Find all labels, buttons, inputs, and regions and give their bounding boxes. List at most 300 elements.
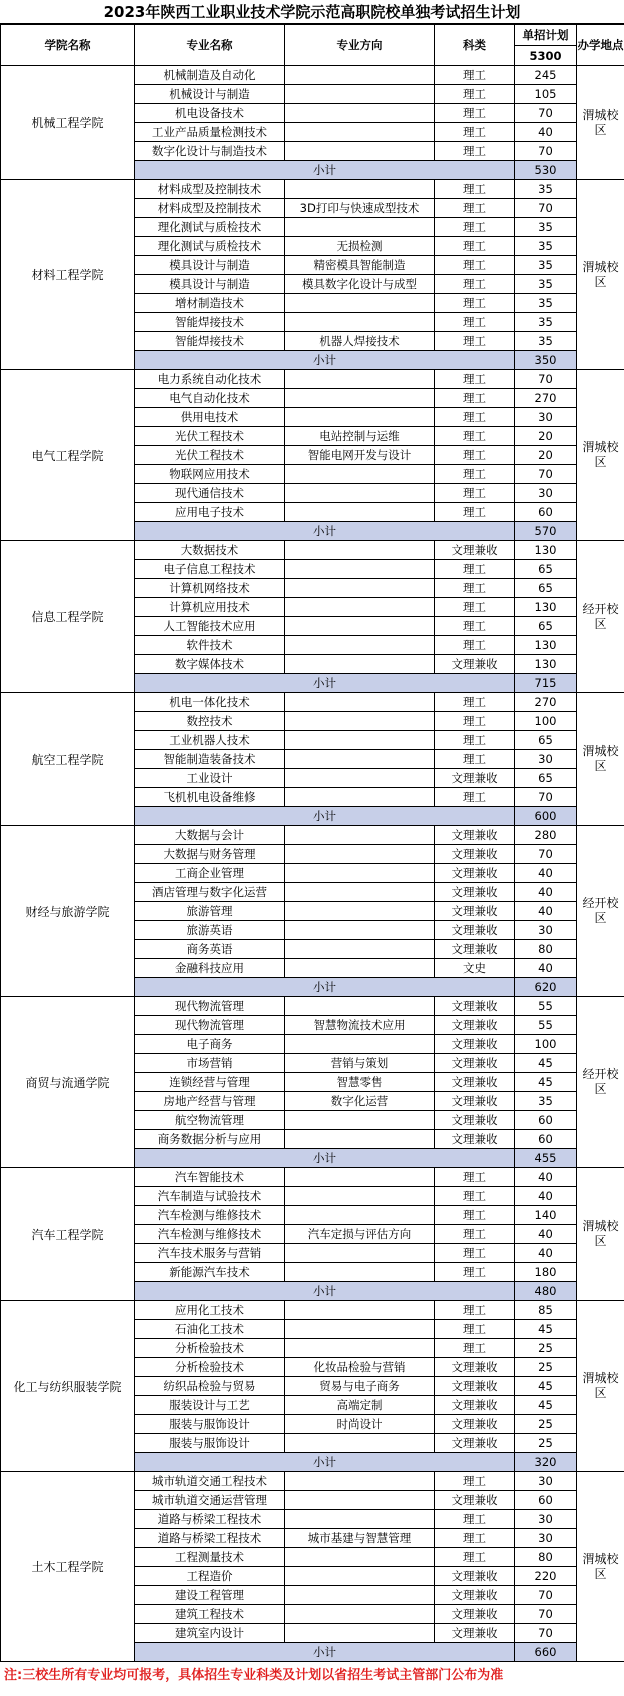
- plan-count: 35: [515, 218, 577, 237]
- plan-count: 40: [515, 1244, 577, 1263]
- plan-count: 45: [515, 1396, 577, 1415]
- major-name: 软件技术: [135, 636, 285, 655]
- plan-table-body: [1, 66, 624, 1662]
- college-name: 商贸与流通学院: [1, 997, 135, 1168]
- college-name: 材料工程学院: [1, 180, 135, 370]
- plan-count: 70: [515, 845, 577, 864]
- major-name: 物联网应用技术: [135, 465, 285, 484]
- major-name: 电子商务: [135, 1035, 285, 1054]
- major-direction: 智慧零售: [285, 1073, 435, 1092]
- plan-count: 45: [515, 1054, 577, 1073]
- subtotal-label: 小计: [135, 674, 515, 693]
- plan-count: 65: [515, 579, 577, 598]
- subject-category: 理工: [435, 313, 515, 332]
- subject-category: 理工: [435, 503, 515, 522]
- table-row: [1, 66, 624, 85]
- major-name: 模具设计与制造: [135, 256, 285, 275]
- major-name: 汽车智能技术: [135, 1168, 285, 1187]
- plan-count: 45: [515, 1320, 577, 1339]
- plan-count: 70: [515, 1624, 577, 1643]
- subtotal-label: 小计: [135, 1643, 515, 1662]
- major-direction: 时尚设计: [285, 1415, 435, 1434]
- subject-category: 理工: [435, 617, 515, 636]
- major-direction: [285, 959, 435, 978]
- subject-category: 理工: [435, 1320, 515, 1339]
- major-name: 房地产经营与管理: [135, 1092, 285, 1111]
- plan-count: 35: [515, 275, 577, 294]
- subject-category: 文理兼收: [435, 1016, 515, 1035]
- plan-count: 270: [515, 693, 577, 712]
- subject-category: 文史: [435, 959, 515, 978]
- campus-location: 经开校区: [577, 541, 624, 693]
- major-direction: [285, 541, 435, 560]
- major-name: 人工智能技术应用: [135, 617, 285, 636]
- major-name: 电力系统自动化技术: [135, 370, 285, 389]
- major-direction: 营销与策划: [285, 1054, 435, 1073]
- major-name: 纺织品检验与贸易: [135, 1377, 285, 1396]
- plan-count: 70: [515, 370, 577, 389]
- campus-location: 渭城校区: [577, 66, 624, 180]
- major-name: 工程造价: [135, 1567, 285, 1586]
- major-name: 光伏工程技术: [135, 446, 285, 465]
- campus-location: 经开校区: [577, 826, 624, 997]
- major-name: 应用化工技术: [135, 1301, 285, 1320]
- major-name: 理化测试与质检技术: [135, 218, 285, 237]
- plan-count: 130: [515, 655, 577, 674]
- plan-count: 70: [515, 1586, 577, 1605]
- subject-category: 理工: [435, 427, 515, 446]
- subject-category: 理工: [435, 446, 515, 465]
- plan-count: 220: [515, 1567, 577, 1586]
- campus-location: 渭城校区: [577, 1301, 624, 1472]
- college-name: 化工与纺织服装学院: [1, 1301, 135, 1472]
- major-name: 建筑工程技术: [135, 1605, 285, 1624]
- major-name: 工商企业管理: [135, 864, 285, 883]
- major-direction: 数字化运营: [285, 1092, 435, 1111]
- subject-category: 文理兼收: [435, 1624, 515, 1643]
- subject-category: 理工: [435, 579, 515, 598]
- header-direction: 专业方向: [285, 25, 435, 66]
- major-name: 电气自动化技术: [135, 389, 285, 408]
- subject-category: 文理兼收: [435, 940, 515, 959]
- plan-count: 65: [515, 560, 577, 579]
- campus-location: 渭城校区: [577, 1472, 624, 1662]
- major-direction: [285, 180, 435, 199]
- subject-category: 文理兼收: [435, 997, 515, 1016]
- subject-category: 文理兼收: [435, 921, 515, 940]
- major-direction: [285, 902, 435, 921]
- major-direction: [285, 845, 435, 864]
- major-direction: [285, 1244, 435, 1263]
- subtotal-label: 小计: [135, 807, 515, 826]
- table-row: [1, 541, 624, 560]
- plan-count: 25: [515, 1358, 577, 1377]
- subject-category: 文理兼收: [435, 1491, 515, 1510]
- plan-count: 40: [515, 883, 577, 902]
- major-direction: [285, 1187, 435, 1206]
- plan-count: 55: [515, 1016, 577, 1035]
- table-row: [1, 1472, 624, 1491]
- plan-count: 60: [515, 503, 577, 522]
- subtotal-value: 480: [515, 1282, 577, 1301]
- major-name: 石油化工技术: [135, 1320, 285, 1339]
- major-direction: [285, 1035, 435, 1054]
- subtotal-value: 715: [515, 674, 577, 693]
- table-row: [1, 370, 624, 389]
- major-name: 分析检验技术: [135, 1339, 285, 1358]
- subject-category: 理工: [435, 1263, 515, 1282]
- subtotal-label: 小计: [135, 522, 515, 541]
- subject-category: 文理兼收: [435, 864, 515, 883]
- major-direction: [285, 1263, 435, 1282]
- major-name: 工业机器人技术: [135, 731, 285, 750]
- subtotal-value: 660: [515, 1643, 577, 1662]
- subject-category: 文理兼收: [435, 1035, 515, 1054]
- subject-category: 理工: [435, 1339, 515, 1358]
- plan-count: 45: [515, 1073, 577, 1092]
- college-name: 电气工程学院: [1, 370, 135, 541]
- subtotal-value: 350: [515, 351, 577, 370]
- subject-category: 理工: [435, 85, 515, 104]
- major-name: 材料成型及控制技术: [135, 199, 285, 218]
- subject-category: 理工: [435, 598, 515, 617]
- plan-count: 40: [515, 1168, 577, 1187]
- subject-category: 文理兼收: [435, 1377, 515, 1396]
- plan-count: 70: [515, 142, 577, 161]
- major-name: 城市轨道交通工程技术: [135, 1472, 285, 1491]
- subtotal-label: 小计: [135, 1149, 515, 1168]
- major-name: 旅游管理: [135, 902, 285, 921]
- major-direction: [285, 560, 435, 579]
- major-name: 航空物流管理: [135, 1111, 285, 1130]
- major-direction: [285, 712, 435, 731]
- major-name: 工程测量技术: [135, 1548, 285, 1567]
- major-direction: [285, 294, 435, 313]
- plan-count: 25: [515, 1415, 577, 1434]
- header-category: 科类: [435, 25, 515, 66]
- major-direction: [285, 1605, 435, 1624]
- plan-count: 20: [515, 446, 577, 465]
- major-direction: 无损检测: [285, 237, 435, 256]
- subject-category: 文理兼收: [435, 1396, 515, 1415]
- major-direction: 贸易与电子商务: [285, 1377, 435, 1396]
- major-direction: [285, 693, 435, 712]
- major-name: 计算机应用技术: [135, 598, 285, 617]
- major-name: 光伏工程技术: [135, 427, 285, 446]
- plan-count: 35: [515, 256, 577, 275]
- major-direction: [285, 142, 435, 161]
- major-direction: [285, 313, 435, 332]
- college-name: 机械工程学院: [1, 66, 135, 180]
- major-name: 机电设备技术: [135, 104, 285, 123]
- major-name: 供用电技术: [135, 408, 285, 427]
- major-name: 理化测试与质检技术: [135, 237, 285, 256]
- major-direction: 智慧物流技术应用: [285, 1016, 435, 1035]
- subject-category: 文理兼收: [435, 1415, 515, 1434]
- plan-count: 100: [515, 1035, 577, 1054]
- major-direction: [285, 1206, 435, 1225]
- major-name: 大数据与财务管理: [135, 845, 285, 864]
- subject-category: 文理兼收: [435, 1130, 515, 1149]
- major-direction: [285, 484, 435, 503]
- subtotal-label: 小计: [135, 1282, 515, 1301]
- subject-category: 文理兼收: [435, 1586, 515, 1605]
- major-direction: [285, 826, 435, 845]
- major-direction: [285, 617, 435, 636]
- major-direction: 电站控制与运维: [285, 427, 435, 446]
- major-name: 汽车技术服务与营销: [135, 1244, 285, 1263]
- plan-count: 40: [515, 1225, 577, 1244]
- major-direction: 城市基建与智慧管理: [285, 1529, 435, 1548]
- plan-count: 40: [515, 123, 577, 142]
- major-name: 服装设计与工艺: [135, 1396, 285, 1415]
- major-name: 分析检验技术: [135, 1358, 285, 1377]
- major-name: 市场营销: [135, 1054, 285, 1073]
- plan-count: 35: [515, 237, 577, 256]
- major-name: 道路与桥梁工程技术: [135, 1529, 285, 1548]
- header-location: 办学地点: [577, 25, 624, 66]
- subject-category: 理工: [435, 636, 515, 655]
- plan-table: [0, 24, 624, 1662]
- major-name: 智能焊接技术: [135, 332, 285, 351]
- campus-location: 经开校区: [577, 997, 624, 1168]
- subject-category: 文理兼收: [435, 1358, 515, 1377]
- major-name: 增材制造技术: [135, 294, 285, 313]
- table-row: [1, 180, 624, 199]
- major-name: 模具设计与制造: [135, 275, 285, 294]
- major-direction: [285, 1586, 435, 1605]
- plan-count: 30: [515, 750, 577, 769]
- major-name: 现代通信技术: [135, 484, 285, 503]
- plan-count: 40: [515, 902, 577, 921]
- plan-count: 60: [515, 1111, 577, 1130]
- plan-count: 25: [515, 1434, 577, 1453]
- plan-count: 35: [515, 313, 577, 332]
- major-direction: [285, 1491, 435, 1510]
- subject-category: 理工: [435, 693, 515, 712]
- plan-count: 130: [515, 598, 577, 617]
- subject-category: 理工: [435, 712, 515, 731]
- major-direction: [285, 389, 435, 408]
- major-name: 机电一体化技术: [135, 693, 285, 712]
- subtotal-value: 570: [515, 522, 577, 541]
- major-name: 应用电子技术: [135, 503, 285, 522]
- major-name: 大数据技术: [135, 541, 285, 560]
- subject-category: 理工: [435, 788, 515, 807]
- major-name: 大数据与会计: [135, 826, 285, 845]
- major-direction: [285, 864, 435, 883]
- campus-location: 渭城校区: [577, 370, 624, 541]
- subject-category: 理工: [435, 465, 515, 484]
- major-name: 机械制造及自动化: [135, 66, 285, 85]
- major-name: 数字媒体技术: [135, 655, 285, 674]
- subject-category: 理工: [435, 484, 515, 503]
- major-name: 智能制造装备技术: [135, 750, 285, 769]
- plan-count: 65: [515, 731, 577, 750]
- plan-count: 30: [515, 408, 577, 427]
- subject-category: 理工: [435, 237, 515, 256]
- subject-category: 理工: [435, 256, 515, 275]
- plan-count: 85: [515, 1301, 577, 1320]
- major-name: 工业设计: [135, 769, 285, 788]
- header-college: 学院名称: [1, 25, 135, 66]
- subject-category: 理工: [435, 275, 515, 294]
- major-name: 道路与桥梁工程技术: [135, 1510, 285, 1529]
- plan-count: 35: [515, 180, 577, 199]
- major-direction: [285, 1624, 435, 1643]
- major-direction: [285, 788, 435, 807]
- subject-category: 理工: [435, 1244, 515, 1263]
- plan-count: 80: [515, 1548, 577, 1567]
- subject-category: 理工: [435, 750, 515, 769]
- major-direction: 3D打印与快速成型技术: [285, 199, 435, 218]
- plan-count: 280: [515, 826, 577, 845]
- subject-category: 理工: [435, 1168, 515, 1187]
- major-direction: [285, 370, 435, 389]
- major-direction: [285, 66, 435, 85]
- major-direction: [285, 655, 435, 674]
- major-direction: [285, 997, 435, 1016]
- plan-count: 70: [515, 104, 577, 123]
- subject-category: 理工: [435, 1301, 515, 1320]
- major-direction: [285, 579, 435, 598]
- plan-count: 40: [515, 864, 577, 883]
- major-direction: [285, 883, 435, 902]
- major-direction: [285, 769, 435, 788]
- subject-category: 理工: [435, 104, 515, 123]
- subject-category: 理工: [435, 370, 515, 389]
- major-direction: [285, 1320, 435, 1339]
- major-direction: 机器人焊接技术: [285, 332, 435, 351]
- subtotal-value: 320: [515, 1453, 577, 1472]
- college-name: 财经与旅游学院: [1, 826, 135, 997]
- subject-category: 理工: [435, 408, 515, 427]
- major-name: 现代物流管理: [135, 1016, 285, 1035]
- major-direction: [285, 1301, 435, 1320]
- major-direction: 智能电网开发与设计: [285, 446, 435, 465]
- subject-category: 理工: [435, 389, 515, 408]
- college-name: 汽车工程学院: [1, 1168, 135, 1301]
- subject-category: 理工: [435, 1187, 515, 1206]
- plan-count: 140: [515, 1206, 577, 1225]
- subject-category: 理工: [435, 1225, 515, 1244]
- subject-category: 理工: [435, 1472, 515, 1491]
- subject-category: 理工: [435, 560, 515, 579]
- plan-count: 80: [515, 940, 577, 959]
- major-direction: [285, 104, 435, 123]
- major-direction: [285, 1130, 435, 1149]
- major-name: 电子信息工程技术: [135, 560, 285, 579]
- subject-category: 理工: [435, 218, 515, 237]
- plan-count: 40: [515, 1187, 577, 1206]
- subtotal-label: 小计: [135, 1453, 515, 1472]
- college-name: 土木工程学院: [1, 1472, 135, 1662]
- subject-category: 文理兼收: [435, 883, 515, 902]
- subject-category: 文理兼收: [435, 1111, 515, 1130]
- plan-count: 30: [515, 1529, 577, 1548]
- subtotal-value: 600: [515, 807, 577, 826]
- major-name: 材料成型及控制技术: [135, 180, 285, 199]
- major-direction: [285, 1548, 435, 1567]
- table-row: [1, 826, 624, 845]
- major-direction: 化妆品检验与营销: [285, 1358, 435, 1377]
- major-name: 建筑室内设计: [135, 1624, 285, 1643]
- subtotal-value: 455: [515, 1149, 577, 1168]
- subject-category: 理工: [435, 332, 515, 351]
- plan-count: 60: [515, 1491, 577, 1510]
- header-plan: 单招计划: [515, 25, 577, 46]
- subject-category: 文理兼收: [435, 1073, 515, 1092]
- major-direction: [285, 1168, 435, 1187]
- plan-count: 55: [515, 997, 577, 1016]
- plan-count: 130: [515, 541, 577, 560]
- major-name: 服装与服饰设计: [135, 1415, 285, 1434]
- major-name: 汽车检测与维修技术: [135, 1206, 285, 1225]
- major-direction: [285, 940, 435, 959]
- subject-category: 文理兼收: [435, 1092, 515, 1111]
- major-direction: [285, 750, 435, 769]
- subject-category: 文理兼收: [435, 902, 515, 921]
- plan-count: 30: [515, 1472, 577, 1491]
- major-name: 计算机网络技术: [135, 579, 285, 598]
- subtotal-label: 小计: [135, 161, 515, 180]
- major-name: 数控技术: [135, 712, 285, 731]
- major-name: 服装与服饰设计: [135, 1434, 285, 1453]
- table-row: [1, 997, 624, 1016]
- plan-count: 25: [515, 1339, 577, 1358]
- major-name: 机械设计与制造: [135, 85, 285, 104]
- subject-category: 文理兼收: [435, 655, 515, 674]
- major-direction: [285, 636, 435, 655]
- plan-count: 70: [515, 788, 577, 807]
- subject-category: 理工: [435, 1529, 515, 1548]
- subject-category: 文理兼收: [435, 541, 515, 560]
- campus-location: 渭城校区: [577, 693, 624, 826]
- major-direction: [285, 218, 435, 237]
- subject-category: 文理兼收: [435, 1054, 515, 1073]
- plan-count: 30: [515, 1510, 577, 1529]
- subject-category: 文理兼收: [435, 1567, 515, 1586]
- major-name: 酒店管理与数字化运营: [135, 883, 285, 902]
- major-direction: [285, 123, 435, 142]
- subject-category: 理工: [435, 1548, 515, 1567]
- major-name: 商务数据分析与应用: [135, 1130, 285, 1149]
- plan-count: 105: [515, 85, 577, 104]
- plan-count: 30: [515, 484, 577, 503]
- major-direction: [285, 1510, 435, 1529]
- subject-category: 文理兼收: [435, 769, 515, 788]
- subtotal-label: 小计: [135, 978, 515, 997]
- subtotal-value: 620: [515, 978, 577, 997]
- plan-count: 30: [515, 921, 577, 940]
- major-direction: [285, 731, 435, 750]
- header-major: 专业名称: [135, 25, 285, 66]
- table-row: [1, 1301, 624, 1320]
- subject-category: 理工: [435, 142, 515, 161]
- major-name: 建设工程管理: [135, 1586, 285, 1605]
- major-direction: [285, 1434, 435, 1453]
- major-name: 飞机机电设备维修: [135, 788, 285, 807]
- subject-category: 文理兼收: [435, 826, 515, 845]
- subject-category: 文理兼收: [435, 1605, 515, 1624]
- major-name: 新能源汽车技术: [135, 1263, 285, 1282]
- subject-category: 理工: [435, 1206, 515, 1225]
- subject-category: 理工: [435, 294, 515, 313]
- major-name: 旅游英语: [135, 921, 285, 940]
- campus-location: 渭城校区: [577, 1168, 624, 1301]
- major-direction: [285, 1111, 435, 1130]
- major-name: 汽车检测与维修技术: [135, 1225, 285, 1244]
